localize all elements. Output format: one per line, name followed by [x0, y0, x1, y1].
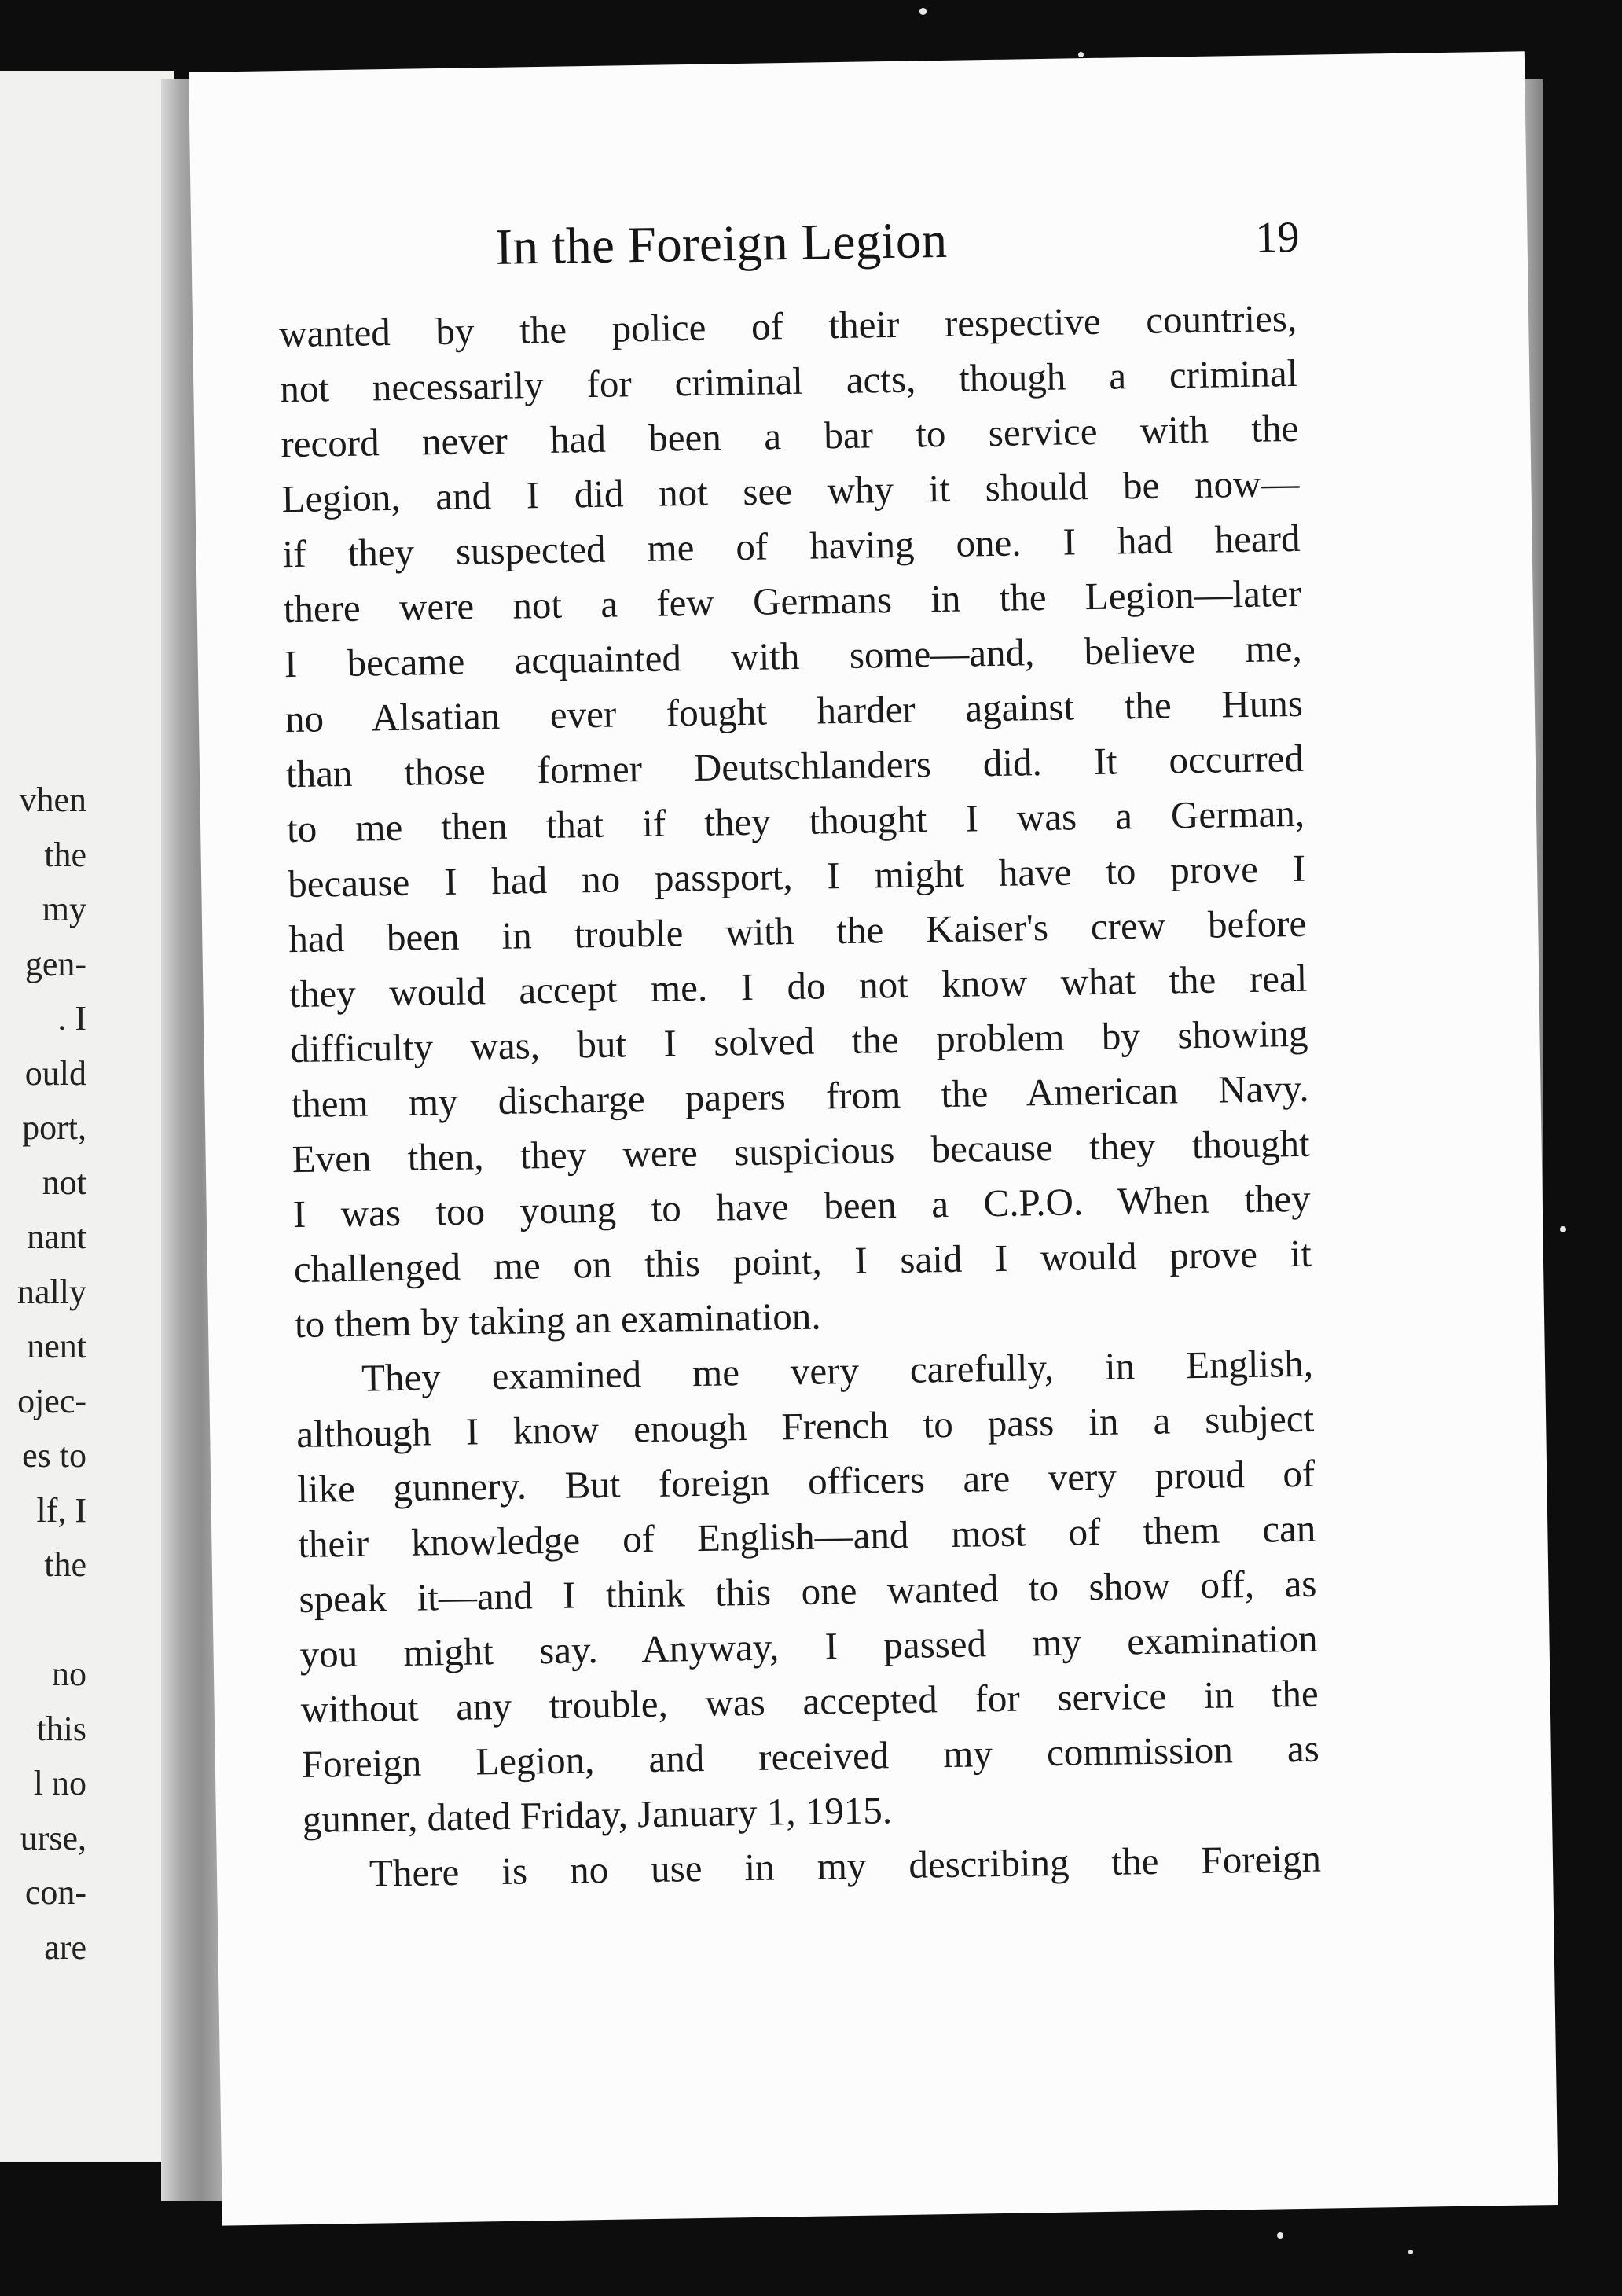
left-page-text — [0, 773, 86, 1975]
left-line: vhen — [19, 781, 86, 819]
left-line: no — [52, 1655, 86, 1693]
text-line: gunner, dated Friday, January 1, 1915. — [302, 1788, 893, 1841]
text-line: challenged me on this point, I said I would prove it — [293, 1231, 1312, 1291]
text-line: I was too young to have been a C.P.O. When they — [292, 1176, 1312, 1236]
text-line: speak it—and I think this one wanted to show off, as — [299, 1561, 1317, 1622]
text-line: record never had been a bar to service with the — [281, 406, 1299, 466]
left-line: this — [36, 1709, 86, 1748]
left-line: gen- — [24, 944, 86, 983]
left-line: ojec- — [17, 1381, 86, 1420]
left-line: the — [44, 835, 86, 874]
left-line: . I — [57, 999, 86, 1038]
text-line: Foreign Legion, and received my commission as — [301, 1726, 1320, 1787]
text-line: Even then, they were suspicious because they thought — [292, 1121, 1311, 1181]
left-line: the — [44, 1545, 86, 1584]
text-line: to me then that if they thought I was a German, — [286, 791, 1305, 851]
text-line: like gunnery. But foreign officers are very proud of — [296, 1451, 1316, 1512]
left-line: ould — [24, 1053, 86, 1093]
scan-speck — [1408, 2250, 1413, 2254]
text-line: without any trouble, was accepted for service in the — [300, 1671, 1319, 1732]
text-line: not necessarily for criminal acts, though a criminal — [279, 351, 1298, 411]
left-line: not — [42, 1163, 86, 1202]
text-line: there were not a few Germans in the Legion—later — [283, 571, 1302, 631]
text-line: because I had no passport, I might have to prove I — [287, 846, 1306, 906]
page-body — [279, 291, 1322, 1902]
text-line: difficulty was, but I solved the problem by showing — [290, 1011, 1308, 1071]
left-line: are — [44, 1927, 86, 1967]
page-number: 19 — [1254, 212, 1300, 263]
scan-speck — [1078, 52, 1084, 57]
text-line: their knowledge of English—and most of them can — [297, 1506, 1316, 1567]
left-line: es to — [22, 1436, 86, 1475]
text-line: They examined me very carefully, in English, — [361, 1341, 1314, 1400]
left-line: lf, I — [36, 1490, 86, 1530]
text-line: if they suspected me of having one. I had heard — [282, 516, 1301, 576]
text-line: no Alsatian ever fought harder against the Huns — [284, 681, 1304, 741]
scan-speck — [919, 8, 927, 15]
text-line: I became acquainted with some—and, believe me, — [284, 626, 1303, 686]
text-line: although I know enough French to pass in a subject — [295, 1396, 1315, 1457]
left-line: nally — [17, 1272, 86, 1311]
left-line: port, — [22, 1108, 86, 1147]
text-line: There is no use in my describing the Foreign — [369, 1836, 1322, 1895]
text-line: wanted by the police of their respective countries, — [278, 296, 1297, 356]
left-line: l no — [33, 1764, 86, 1802]
scan-speck — [1560, 1226, 1566, 1232]
text-line: them my discharge papers from the American Navy. — [291, 1066, 1309, 1126]
left-line: con- — [24, 1873, 86, 1912]
left-line: nent — [27, 1327, 86, 1365]
left-page-fragment — [0, 71, 174, 2162]
right-page — [189, 51, 1558, 2225]
running-title: In the Foreign Legion — [494, 211, 948, 276]
left-line: my — [42, 890, 86, 928]
left-line — [0, 1593, 86, 1648]
text-line: to them by taking an examination. — [294, 1294, 821, 1346]
text-line: than those former Deutschlanders did. It occurred — [285, 736, 1305, 796]
scan-speck — [1277, 2232, 1283, 2239]
left-line: urse, — [20, 1818, 86, 1857]
text-line: they would accept me. I do not know what the real — [289, 956, 1308, 1016]
left-line: nant — [27, 1218, 86, 1256]
text-line: Legion, and I did not see why it should be now— — [281, 461, 1300, 521]
text-line: had been in trouble with the Kaiser's crew before — [288, 901, 1307, 961]
text-line: you might say. Anyway, I passed my examination — [299, 1616, 1318, 1677]
